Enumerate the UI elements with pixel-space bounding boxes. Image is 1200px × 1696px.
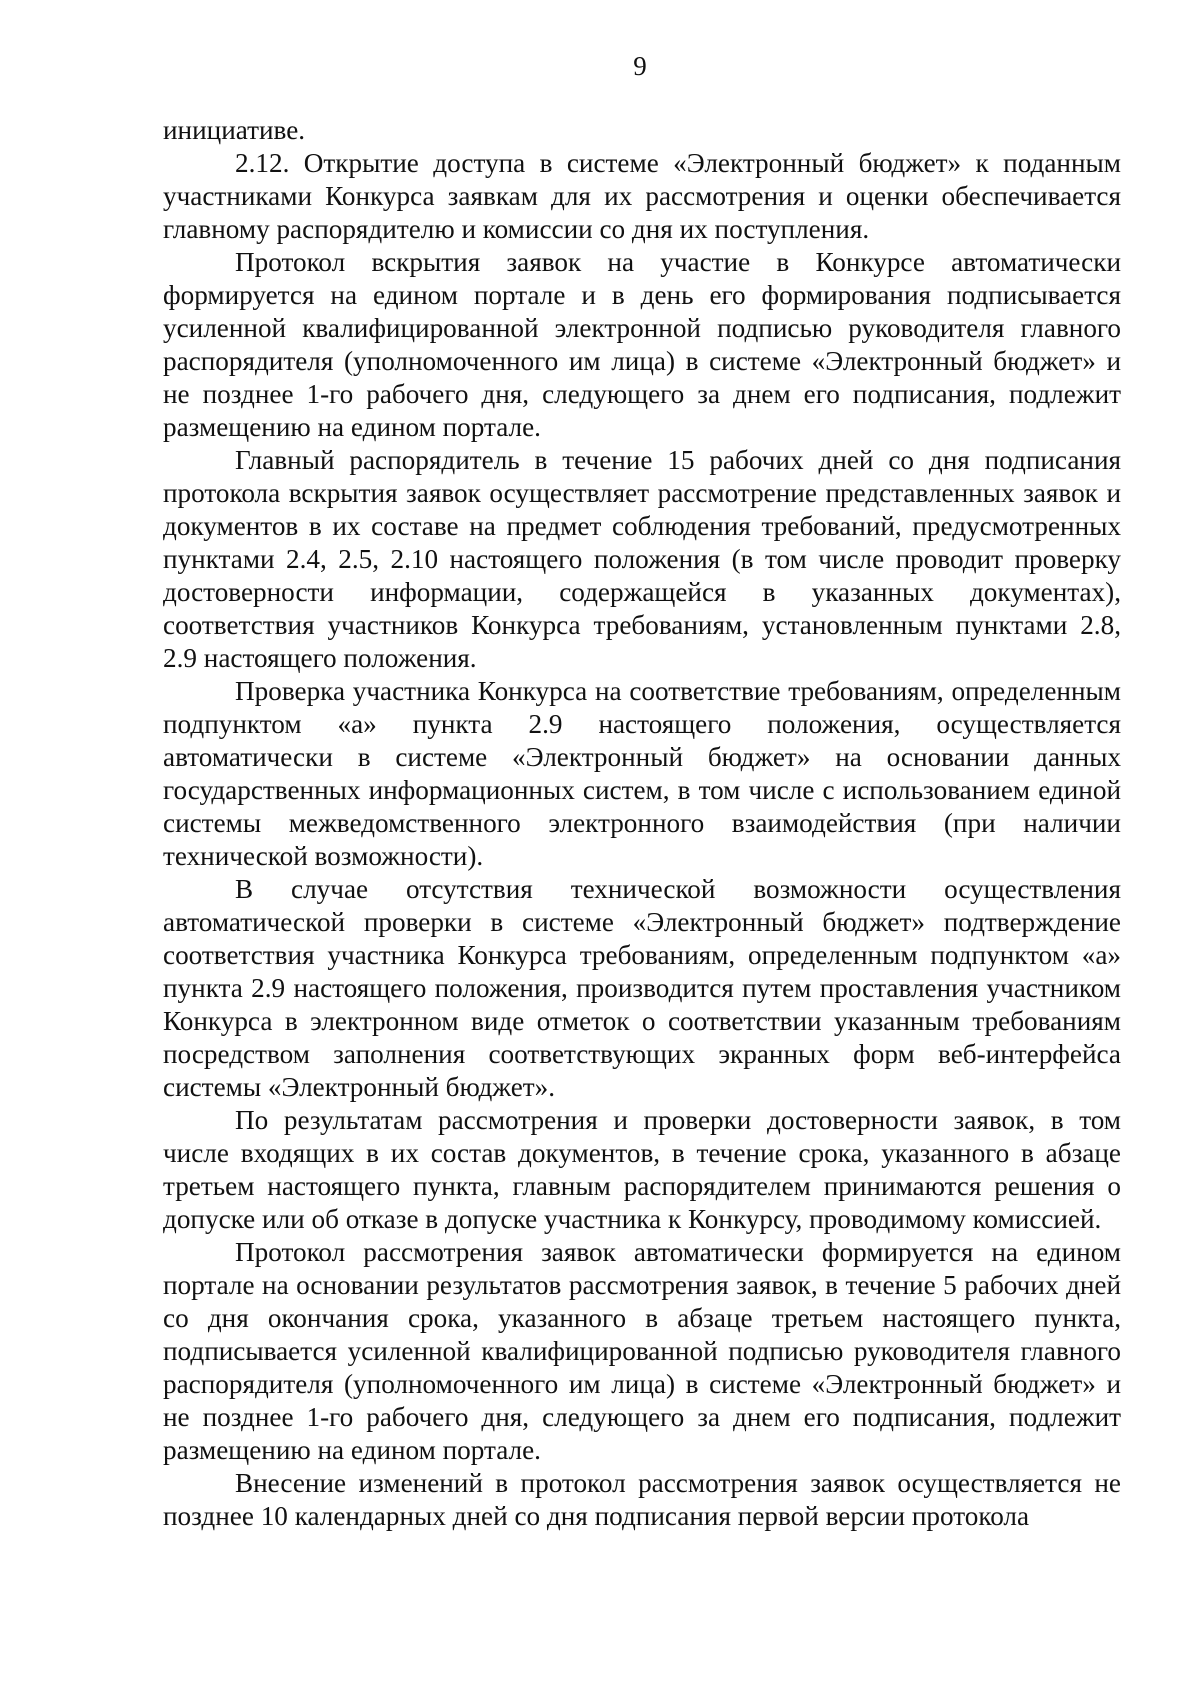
page-number: 9 [633,51,647,81]
paragraph-review-protocol: Протокол рассмотрения заявок автоматически формируется на едином портале на основании результатов рассмотрения заявок, в течение 5 рабочих дней со дня окончания срока, указанного в абзаце третьем настоящего пункта, подписывается усиленной квалифицированной подписью руководителя главного распорядителя (уполномоченного им лица) в системе «Электронный бюджет» и не позднее 1-го рабочего дня, следующего за днем его подписания, подлежит размещению на едином портале. [163,1237,1121,1465]
paragraph-2-12-access: 2.12. Открытие доступа в системе «Электронный бюджет» к поданным участниками Конкурса заявкам для их рассмотрения и оценки обеспечивается главному распорядителю и комиссии со дня их поступления. [163,148,1121,244]
paragraph-continuation: инициативе. [163,115,306,145]
paragraph-admission-decision: По результатам рассмотрения и проверки достоверности заявок, в том числе входящих в их состав документов, в течение срока, указанного в абзаце третьем настоящего пункта, главным распорядителем принимаются решения о допуске или об отказе в допуске участника к Конкурсу, проводимому комиссией. [163,1105,1121,1234]
paragraph-protocol-amendments: Внесение изменений в протокол рассмотрения заявок осуществляется не позднее 10 календарных дней со дня подписания первой версии протокола [163,1468,1121,1531]
paragraph-opening-protocol: Протокол вскрытия заявок на участие в Конкурсе автоматически формируется на едином портале и в день его формирования подписывается усиленной квалифицированной электронной подписью руководителя главного распорядителя (уполномоченного им лица) в системе «Электронный бюджет» и не позднее 1-го рабочего дня, следующего за днем его подписания, подлежит размещению на едином портале. [163,247,1121,442]
paragraph-manual-confirmation: В случае отсутствия технической возможности осуществления автоматической проверки в системе «Электронный бюджет» подтверждение соответствия участника Конкурса требованиям, определенным подпунктом «а» пункта 2.9 настоящего положения, производится путем проставления участником Конкурса в электронном виде отметок о соответствии указанным требованиям посредством заполнения соответствующих экранных форм веб-интерфейса системы «Электронный бюджет». [163,874,1121,1102]
paragraph-review-period: Главный распорядитель в течение 15 рабочих дней со дня подписания протокола вскрытия заявок осуществляет рассмотрение представленных заявок и документов в их составе на предмет соблюдения требований, предусмотренных пунктами 2.4, 2.5, 2.10 настоящего положения (в том числе проводит проверку достоверности информации, содержащейся в указанных документах), соответствия участников Конкурса требованиям, установленным пунктами 2.8, 2.9 настоящего положения. [163,445,1121,673]
document-body [163,114,1121,1533]
paragraph-automatic-check: Проверка участника Конкурса на соответствие требованиям, определенным подпунктом «а» пункта 2.9 настоящего положения, осуществляется автоматически в системе «Электронный бюджет» на основании данных государственных информационных систем, в том числе с использованием единой системы межведомственного электронного взаимодействия (при наличии технической возможности). [163,676,1121,871]
